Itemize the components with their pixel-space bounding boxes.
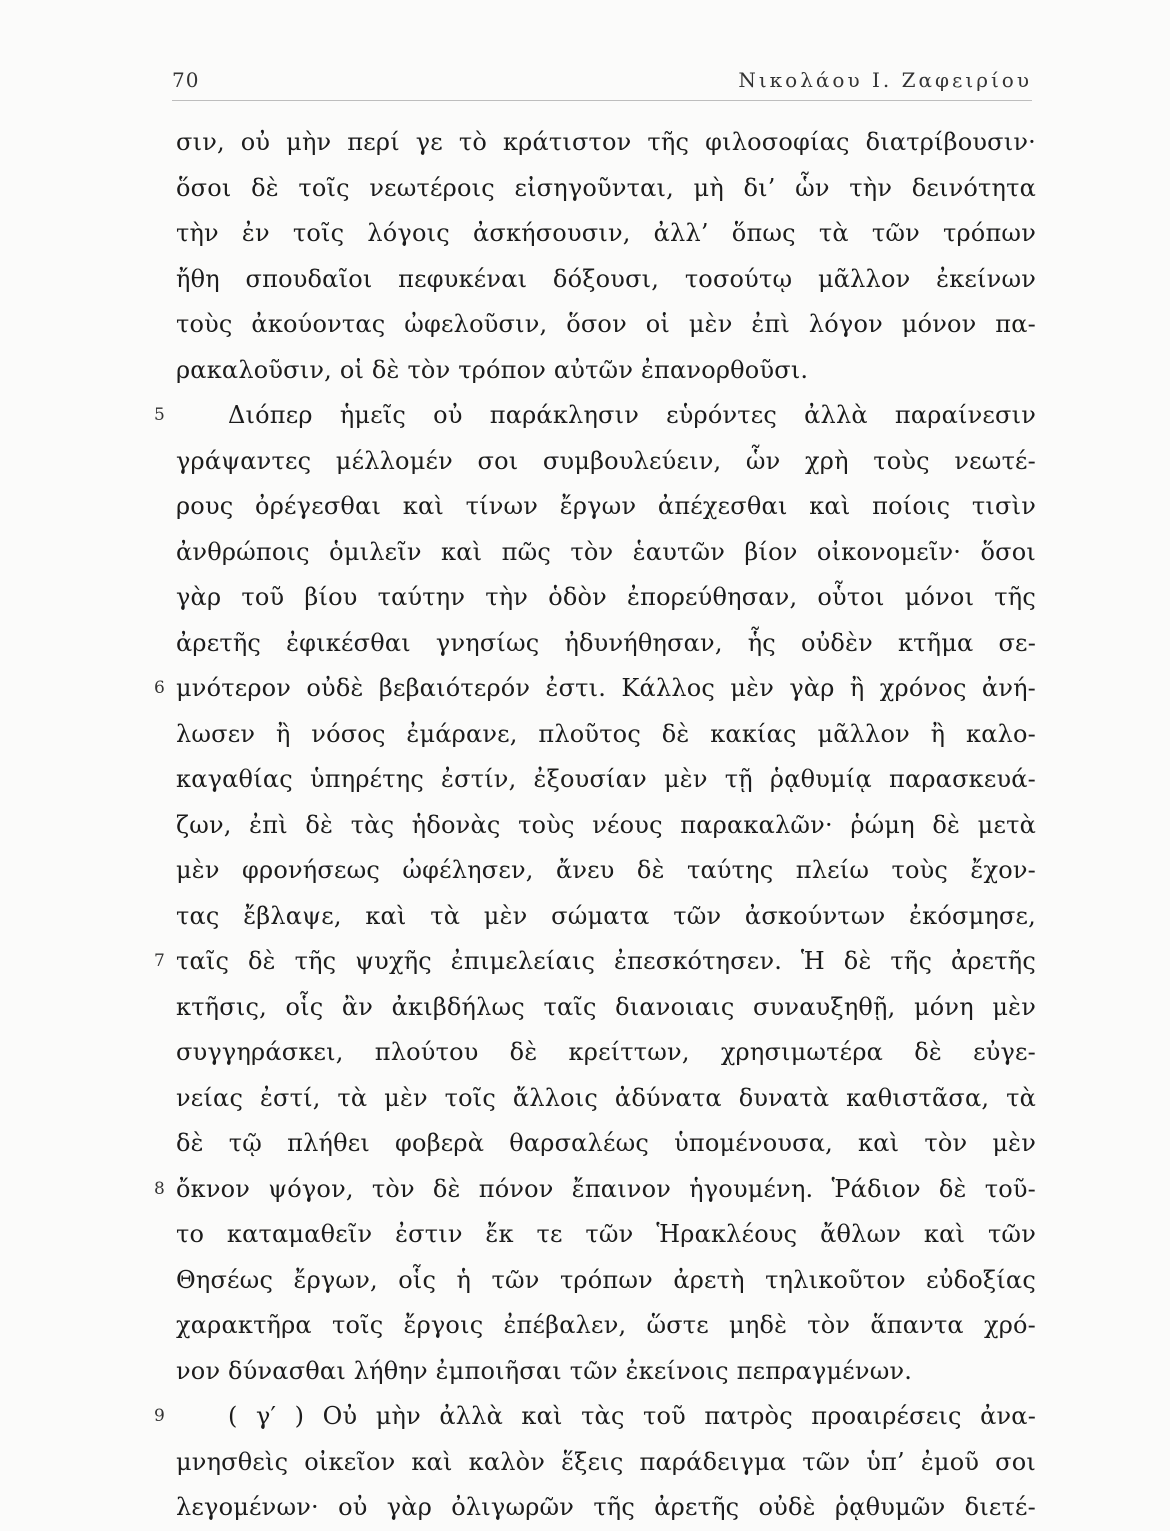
text-line	[176, 211, 1036, 257]
text-line	[154, 939, 1036, 985]
line-text: σιν, οὐ μὴν περί γε τὸ κράτιστον τῆς φιλοσοφίας διατρίβουσιν·	[176, 128, 1036, 156]
margin-section-number: 7	[154, 951, 166, 971]
line-text: ρους ὀρέγεσθαι καὶ τίνων ἔργων ἀπέχεσθαι καὶ ποίοις τισὶν	[176, 492, 1036, 520]
text-line	[176, 894, 1036, 940]
text-line	[176, 621, 1036, 667]
text-line	[176, 985, 1036, 1031]
line-text: νείας ἐστί, τὰ μὲν τοῖς ἄλλοις ἀδύνατα δυνατὰ καθιστᾶσα, τὰ	[176, 1083, 1036, 1112]
text-line	[176, 1212, 1036, 1258]
text-line	[176, 257, 1036, 303]
margin-section-number: 9	[154, 1406, 166, 1426]
line-text: συγγηράσκει, πλούτου δὲ κρείττων, χρησιμωτέρα δὲ εὐγε-	[176, 1038, 1036, 1066]
line-text: ἤθη σπουδαῖοι πεφυκέναι δόξουσι, τοσούτῳ μᾶλλον ἐκείνων	[176, 264, 1036, 293]
text-line	[154, 1167, 1036, 1213]
line-text: τὴν ἐν τοῖς λόγοις ἀσκήσουσιν, ἀλλ’ ὅπως τὰ τῶν τρόπων	[176, 219, 1036, 247]
line-text: τας ἔβλαψε, καὶ τὰ μὲν σώματα τῶν ἀσκούντων ἐκόσμησε,	[176, 901, 1036, 930]
line-text: κτῆσις, οἷς ἂν ἀκιβδήλως ταῖς διανοιαις συναυξηθῇ, μόνη μὲν	[176, 992, 1036, 1021]
text-line	[154, 1394, 1036, 1440]
margin-section-number: 8	[154, 1178, 166, 1199]
margin-section-number: 5	[154, 405, 166, 425]
text-line	[154, 393, 1036, 439]
line-text: Θησέως ἔργων, οἷς ἡ τῶν τρόπων ἀρετὴ τηλικοῦτον εὐδοξίας	[176, 1265, 1036, 1294]
line-text: λεγομένων· οὐ γὰρ ὀλιγωρῶν τῆς ἀρετῆς οὐδὲ ῥᾳθυμῶν διετέ-	[176, 1493, 1036, 1521]
text-line	[176, 1303, 1036, 1349]
line-text: δὲ τῷ πλήθει φοβερὰ θαρσαλέως ὑπομένουσα, καὶ τὸν μὲν	[176, 1129, 1036, 1157]
text-line	[176, 1349, 1036, 1395]
line-text: ἀνθρώποις ὁμιλεῖν καὶ πῶς τὸν ἑαυτῶν βίον οἰκονομεῖν· ὅσοι	[176, 537, 1036, 566]
line-text: νον δύνασθαι λήθην ἐμποιῆσαι τῶν ἐκείνοις πεπραγμένων.	[176, 1356, 913, 1385]
running-head-title: Νικολάου Ι. Ζαφειρίου	[738, 68, 1032, 92]
line-text: μὲν φρονήσεως ὠφέλησεν, ἄνευ δὲ ταύτης πλείω τοὺς ἔχον-	[176, 856, 1036, 884]
body-text	[154, 120, 1036, 1531]
line-text: ( γ′ ) Οὐ μὴν ἀλλὰ καὶ τὰς τοῦ πατρὸς προαιρέσεις ἀνα-	[228, 1402, 1036, 1430]
line-text: χαρακτῆρα τοῖς ἔργοις ἐπέβαλεν, ὥστε μηδὲ τὸν ἅπαντα χρό-	[176, 1311, 1036, 1339]
text-line	[176, 1121, 1036, 1167]
margin-section-number: 6	[154, 678, 166, 698]
text-line	[176, 848, 1036, 894]
line-text: ζων, ἐπὶ δὲ τὰς ἡδονὰς τοὺς νέους παρακαλῶν· ῥώμη δὲ μετὰ	[176, 810, 1036, 839]
line-text: μνότερον οὐδὲ βεβαιότερόν ἐστι. Κάλλος μὲν γὰρ ἢ χρόνος ἀνή-	[176, 674, 1036, 702]
text-line	[176, 1485, 1036, 1531]
line-text: ὅσοι δὲ τοῖς νεωτέροις εἰσηγοῦνται, μὴ δι’ ὧν τὴν δεινότητα	[176, 173, 1036, 202]
text-line	[176, 1440, 1036, 1486]
text-line	[176, 803, 1036, 849]
line-text: τοὺς ἀκούοντας ὠφελοῦσιν, ὅσον οἱ μὲν ἐπὶ λόγον μόνον πα-	[176, 310, 1036, 338]
text-line	[176, 348, 1036, 394]
text-line	[176, 166, 1036, 212]
line-text: ὄκνον ψόγον, τὸν δὲ πόνον ἔπαινον ἡγουμένη. Ῥάδιον δὲ τοῦ-	[176, 1174, 1036, 1203]
text-line	[176, 1258, 1036, 1304]
text-line	[176, 120, 1036, 166]
text-line	[176, 712, 1036, 758]
text-line	[176, 302, 1036, 348]
line-text: γὰρ τοῦ βίου ταύτην τὴν ὁδὸν ἐπορεύθησαν, οὗτοι μόνοι τῆς	[176, 583, 1036, 611]
line-text: λωσεν ἢ νόσος ἐμάρανε, πλοῦτος δὲ κακίας μᾶλλον ἢ καλο-	[176, 719, 1036, 748]
line-text: ταῖς δὲ τῆς ψυχῆς ἐπιμελείαις ἐπεσκότησεν. Ἡ δὲ τῆς ἀρετῆς	[176, 947, 1036, 975]
text-line	[176, 484, 1036, 530]
line-text: μνησθεὶς οἰκεῖον καὶ καλὸν ἕξεις παράδειγμα τῶν ὑπ’ ἐμοῦ σοι	[176, 1447, 1036, 1476]
text-line	[154, 666, 1036, 712]
text-line	[176, 439, 1036, 485]
text-line	[176, 757, 1036, 803]
line-text: καγαθίας ὑπηρέτης ἐστίν, ἐξουσίαν μὲν τῇ ῥᾳθυμίᾳ παρασκευά-	[176, 765, 1036, 793]
line-text: γράψαντες μέλλομέν σοι συμβουλεύειν, ὧν χρὴ τοὺς νεωτέ-	[176, 446, 1036, 475]
line-text: ἀρετῆς ἐφικέσθαι γνησίως ἠδυνήθησαν, ἧς οὐδὲν κτῆμα σε-	[176, 628, 1036, 657]
line-text: ρακαλοῦσιν, οἱ δὲ τὸν τρόπον αὐτῶν ἐπανορθοῦσι.	[176, 355, 809, 384]
text-line	[176, 575, 1036, 621]
text-line	[176, 1076, 1036, 1122]
line-text: το καταμαθεῖν ἐστιν ἔκ τε τῶν Ἡρακλέους ἄθλων καὶ τῶν	[176, 1220, 1036, 1248]
text-line	[176, 530, 1036, 576]
page-number: 70	[172, 68, 200, 92]
text-line	[176, 1030, 1036, 1076]
line-text: Διόπερ ἡμεῖς οὐ παράκλησιν εὑρόντες ἀλλὰ παραίνεσιν	[228, 401, 1036, 429]
running-header	[172, 66, 1032, 101]
